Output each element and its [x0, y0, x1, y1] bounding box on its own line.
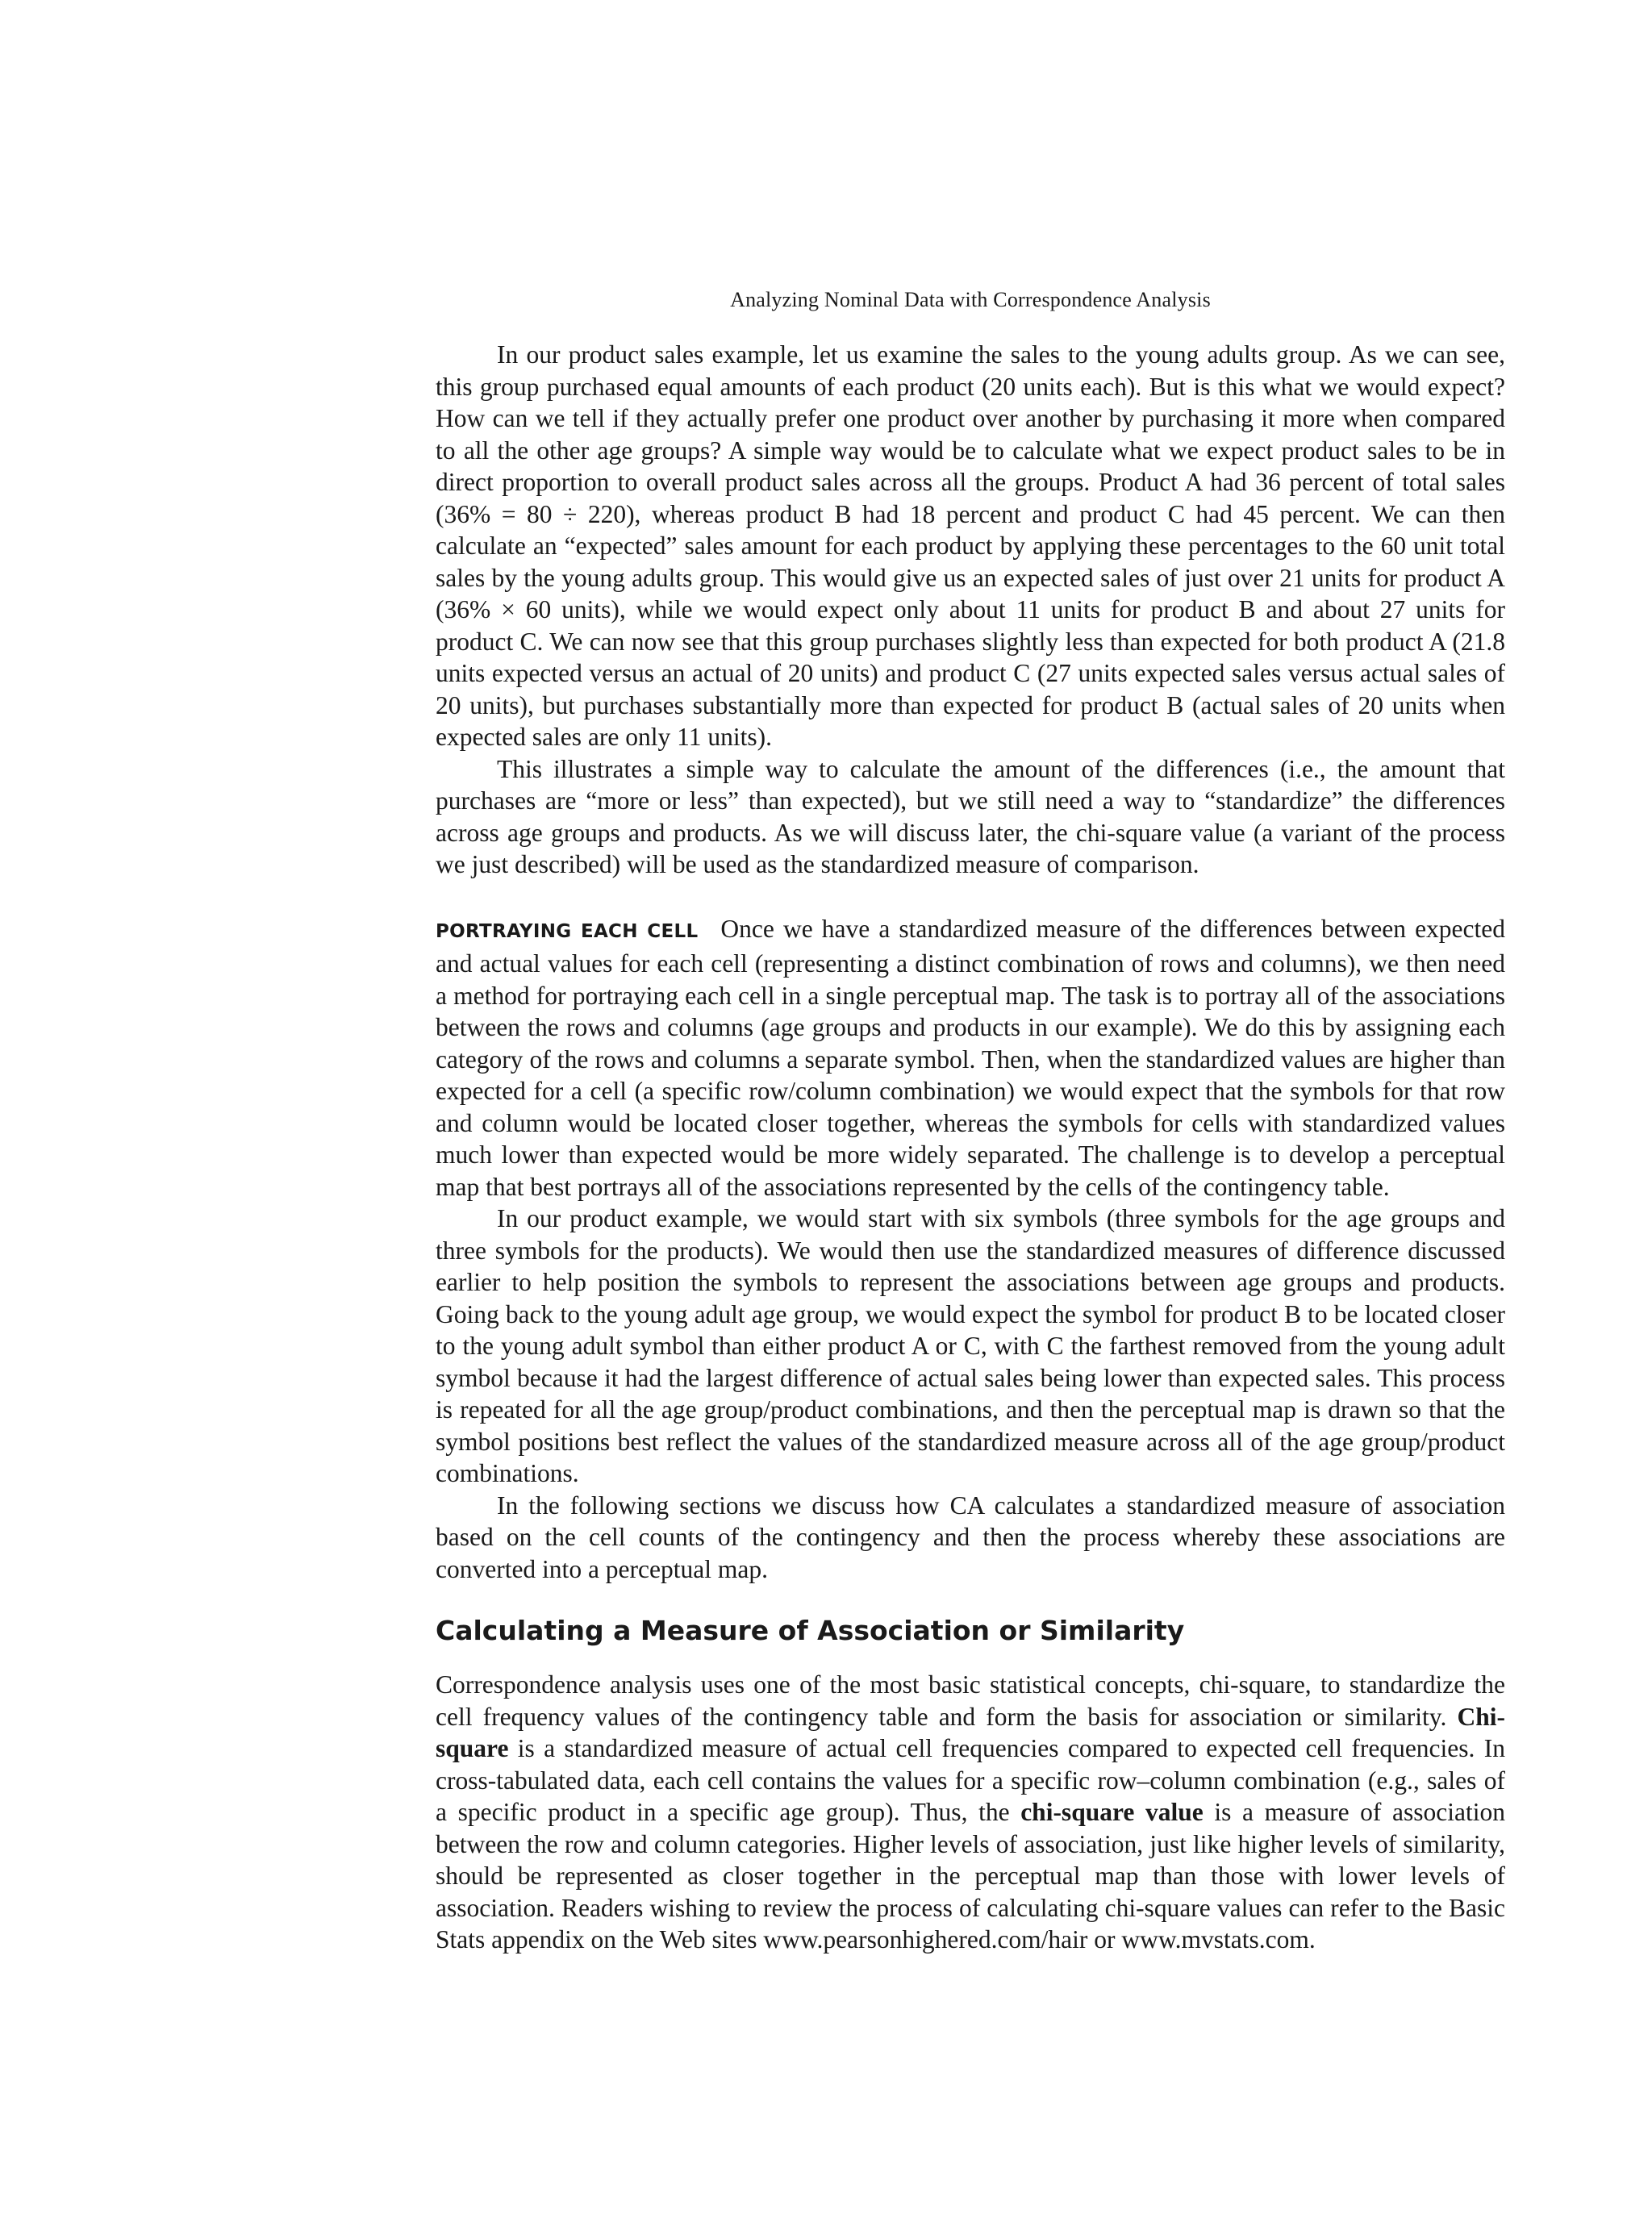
chi-square-text-3: is a measure of association between the row and column categories. Higher levels of association, just like higher levels of similarity, should be represented as closer together in the perceptual map than those with lower levels of association. Readers wishing to review the process of calculating chi-square values can refer to the Basic Stats appendix on the Web sites www.pearsonhighered.com/hair or www.mvstats.com.	[436, 1798, 1506, 1954]
running-head: Analyzing Nominal Data with Correspondence Analysis	[730, 288, 1211, 311]
key-term-chi-square: Chi-square	[436, 1702, 1505, 1762]
paragraph-portraying-each-cell	[436, 913, 1505, 1203]
run-in-heading: PORTRAYING EACH CELL	[436, 920, 699, 942]
paragraph-standardize-differences: This illustrates a simple way to calculate the amount of the differences (i.e., the amount that purchases are “more or less” than expected), but we still need a way to “standardize” the differences across age groups and products. As we will discuss later, the chi-square value (a variant of the process we just described) will be used as the standardized measure of comparison.	[436, 754, 1505, 878]
chi-square-text-1: Correspondence analysis uses one of the most basic statistical concepts, chi-square, to standardize the cell frequency values of the contingency table and form the basis for association or similarity.	[436, 1670, 1505, 1731]
chi-square-text-2: is a standardized measure of actual cell frequencies compared to expected cell frequencies. In cross-tabulated data, each cell contains the values for a specific row–column combination (e.g., sales of a specific product in a specific age group). Thus, the	[436, 1734, 1505, 1826]
key-term-chi-square-value: chi-square value	[1020, 1798, 1204, 1826]
paragraph-following-sections: In the following sections we discuss how CA calculates a standardized measure of association based on the cell counts of the contingency and then the process whereby these associations are converted into a perceptual map.	[436, 1491, 1505, 1583]
paragraph-six-symbols: In our product example, we would start with six symbols (three symbols for the age groups and three symbols for the products). We would then use the standardized measures of difference discussed earlier to help position the symbols to represent the associations between age groups and products. Going back to the young adult age group, we would expect the symbol for product B to be located closer to the young adult symbol than either product A or C, with C the farthest removed from the young adult symbol because it had the largest difference of actual sales being lower than expected sales. This process is repeated for all the age group/product combinations, and then the perceptual map is drawn so that the symbol positions best reflect the values of the standardized measure across all of the age group/product combinations.	[436, 1204, 1505, 1487]
body-text	[436, 339, 1505, 1956]
paragraph-chi-square	[436, 1669, 1505, 1956]
paragraph-young-adults-example: In our product sales example, let us examine the sales to the young adults group. As we can see, this group purchased equal amounts of each product (20 units each). But is this what we would expect? How can we tell if they actually prefer one product over another by purchasing it more when compared to all the other age groups? A simple way would be to calculate what we expect product sales to be in direct proportion to overall product sales across all the groups. Product A had 36 percent of total sales (36% = 80 ÷ 220), whereas product B had 18 percent and product C had 45 percent. We can then calculate an “expected” sales amount for each product by applying these percentages to the 60 unit total sales by the young adults group. This would give us an expected sales of just over 21 units for product A (36% × 60 units), while we would expect only about 11 units for product B and about 27 units for product C. We can now see that this group purchases slightly less than expected for both product A (21.8 units expected versus an actual of 20 units) and product C (27 units expected sales versus actual sales of 20 units), but purchases substantially more than expected for product B (actual sales of 20 units when expected sales are only 11 units).	[436, 340, 1505, 751]
section-heading: Calculating a Measure of Association or Similarity	[436, 1615, 1185, 1646]
paragraph-portraying-text: Once we have a standardized measure of the differences between expected and actual values for each cell (representing a distinct combination of rows and columns), we then need a method for portraying each cell in a single perceptual map. The task is to portray all of the associations between the rows and columns (age groups and products in our example). We do this by assigning each category of the rows and columns a separate symbol. Then, when the standardized values are higher than expected for a cell (a specific row/column combination) we would expect that the symbols for that row and column would be located closer together, whereas the symbols for cells with standardized values much lower than expected would be more widely separated. The challenge is to develop a perceptual map that best portrays all of the associations represented by the cells of the contingency table.	[436, 914, 1506, 1201]
